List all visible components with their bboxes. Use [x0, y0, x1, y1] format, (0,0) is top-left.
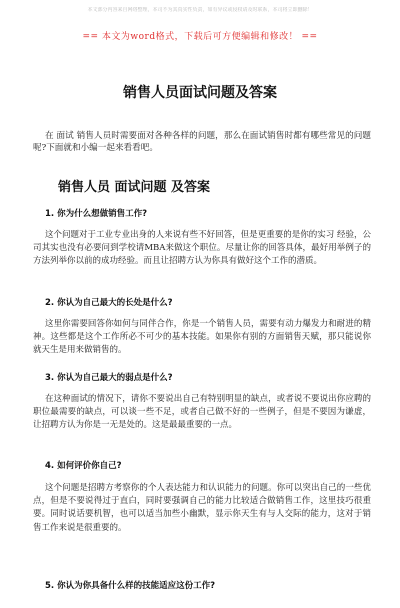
intro-paragraph: 在 面试 销售人员时需要面对各种各样的问题，那么在面试销售时都有哪些常见的问题呢?下面就和小编一起来看看吧。: [33, 131, 371, 153]
top-notice-bar: [0, 0, 400, 30]
answer-3: 在这种面试的情况下，请你不要说出自己有特别明显的缺点，或者说不要说出你应聘的职位最需要的缺点，可以谈一些不足，或者自己做不好的一些例子，但是不要因为谦虚，让招聘方认为你是一无是处的。这是最最重要的一点。: [33, 394, 371, 431]
answer-2: 这里你需要回答你如何与同伴合作，你是一个销售人员，需要有动力爆发力和耐进的精神。这些都是这个工作所必不可少的基本技能。如果你有别的方面销售天赋，那只能说你就天生是用来做销售的。: [33, 319, 371, 356]
document-title: 销售人员面试问题及答案: [123, 85, 277, 101]
question-1: 1. 你为什么想做销售工作?: [45, 209, 148, 219]
section-subtitle: 销售人员 面试问题 及答案: [58, 180, 211, 195]
question-4: 4. 如何评价你自己?: [45, 461, 122, 471]
question-2: 2. 你认为自己最大的长处是什么?: [45, 298, 173, 308]
answer-4: 这个问题是招聘方考察你的个人表达能力和认识能力的问题。你可以突出自己的一些优点，但是不要说得过于直白，同时要强调自己的能力比较适合做销售工作，这里技巧很重要。同时说话要机智，也可以适当加些小幽默，显示你天生有与人交际的能力，这对于销售工作来说是很重要的。: [33, 483, 371, 533]
question-5: 5. 你认为你具备什么样的技能适应这份工作?: [45, 581, 216, 591]
copyright-notice: 本文部分内容来自网络整理，本司不为其真实性负责，如有异议或侵权请及时联系，本司将立即删除！: [87, 7, 313, 13]
question-3: 3. 你认为自己最大的弱点是什么?: [45, 373, 173, 383]
answer-1: 这个问题对于工业专业出身的人来说有些不好回答，但是更重要的是你的实习 经验，公司其实也没有必要问到学校请MBA来做这个职位。尽量让你的回答具体，最好用举例子的方法列举你以前的成功经验。而且让招聘方认为你具有做好这个工作的潜质。: [33, 230, 371, 267]
download-notice: == 本文为word格式，下载后可方便编辑和修改！ ==: [82, 32, 318, 42]
